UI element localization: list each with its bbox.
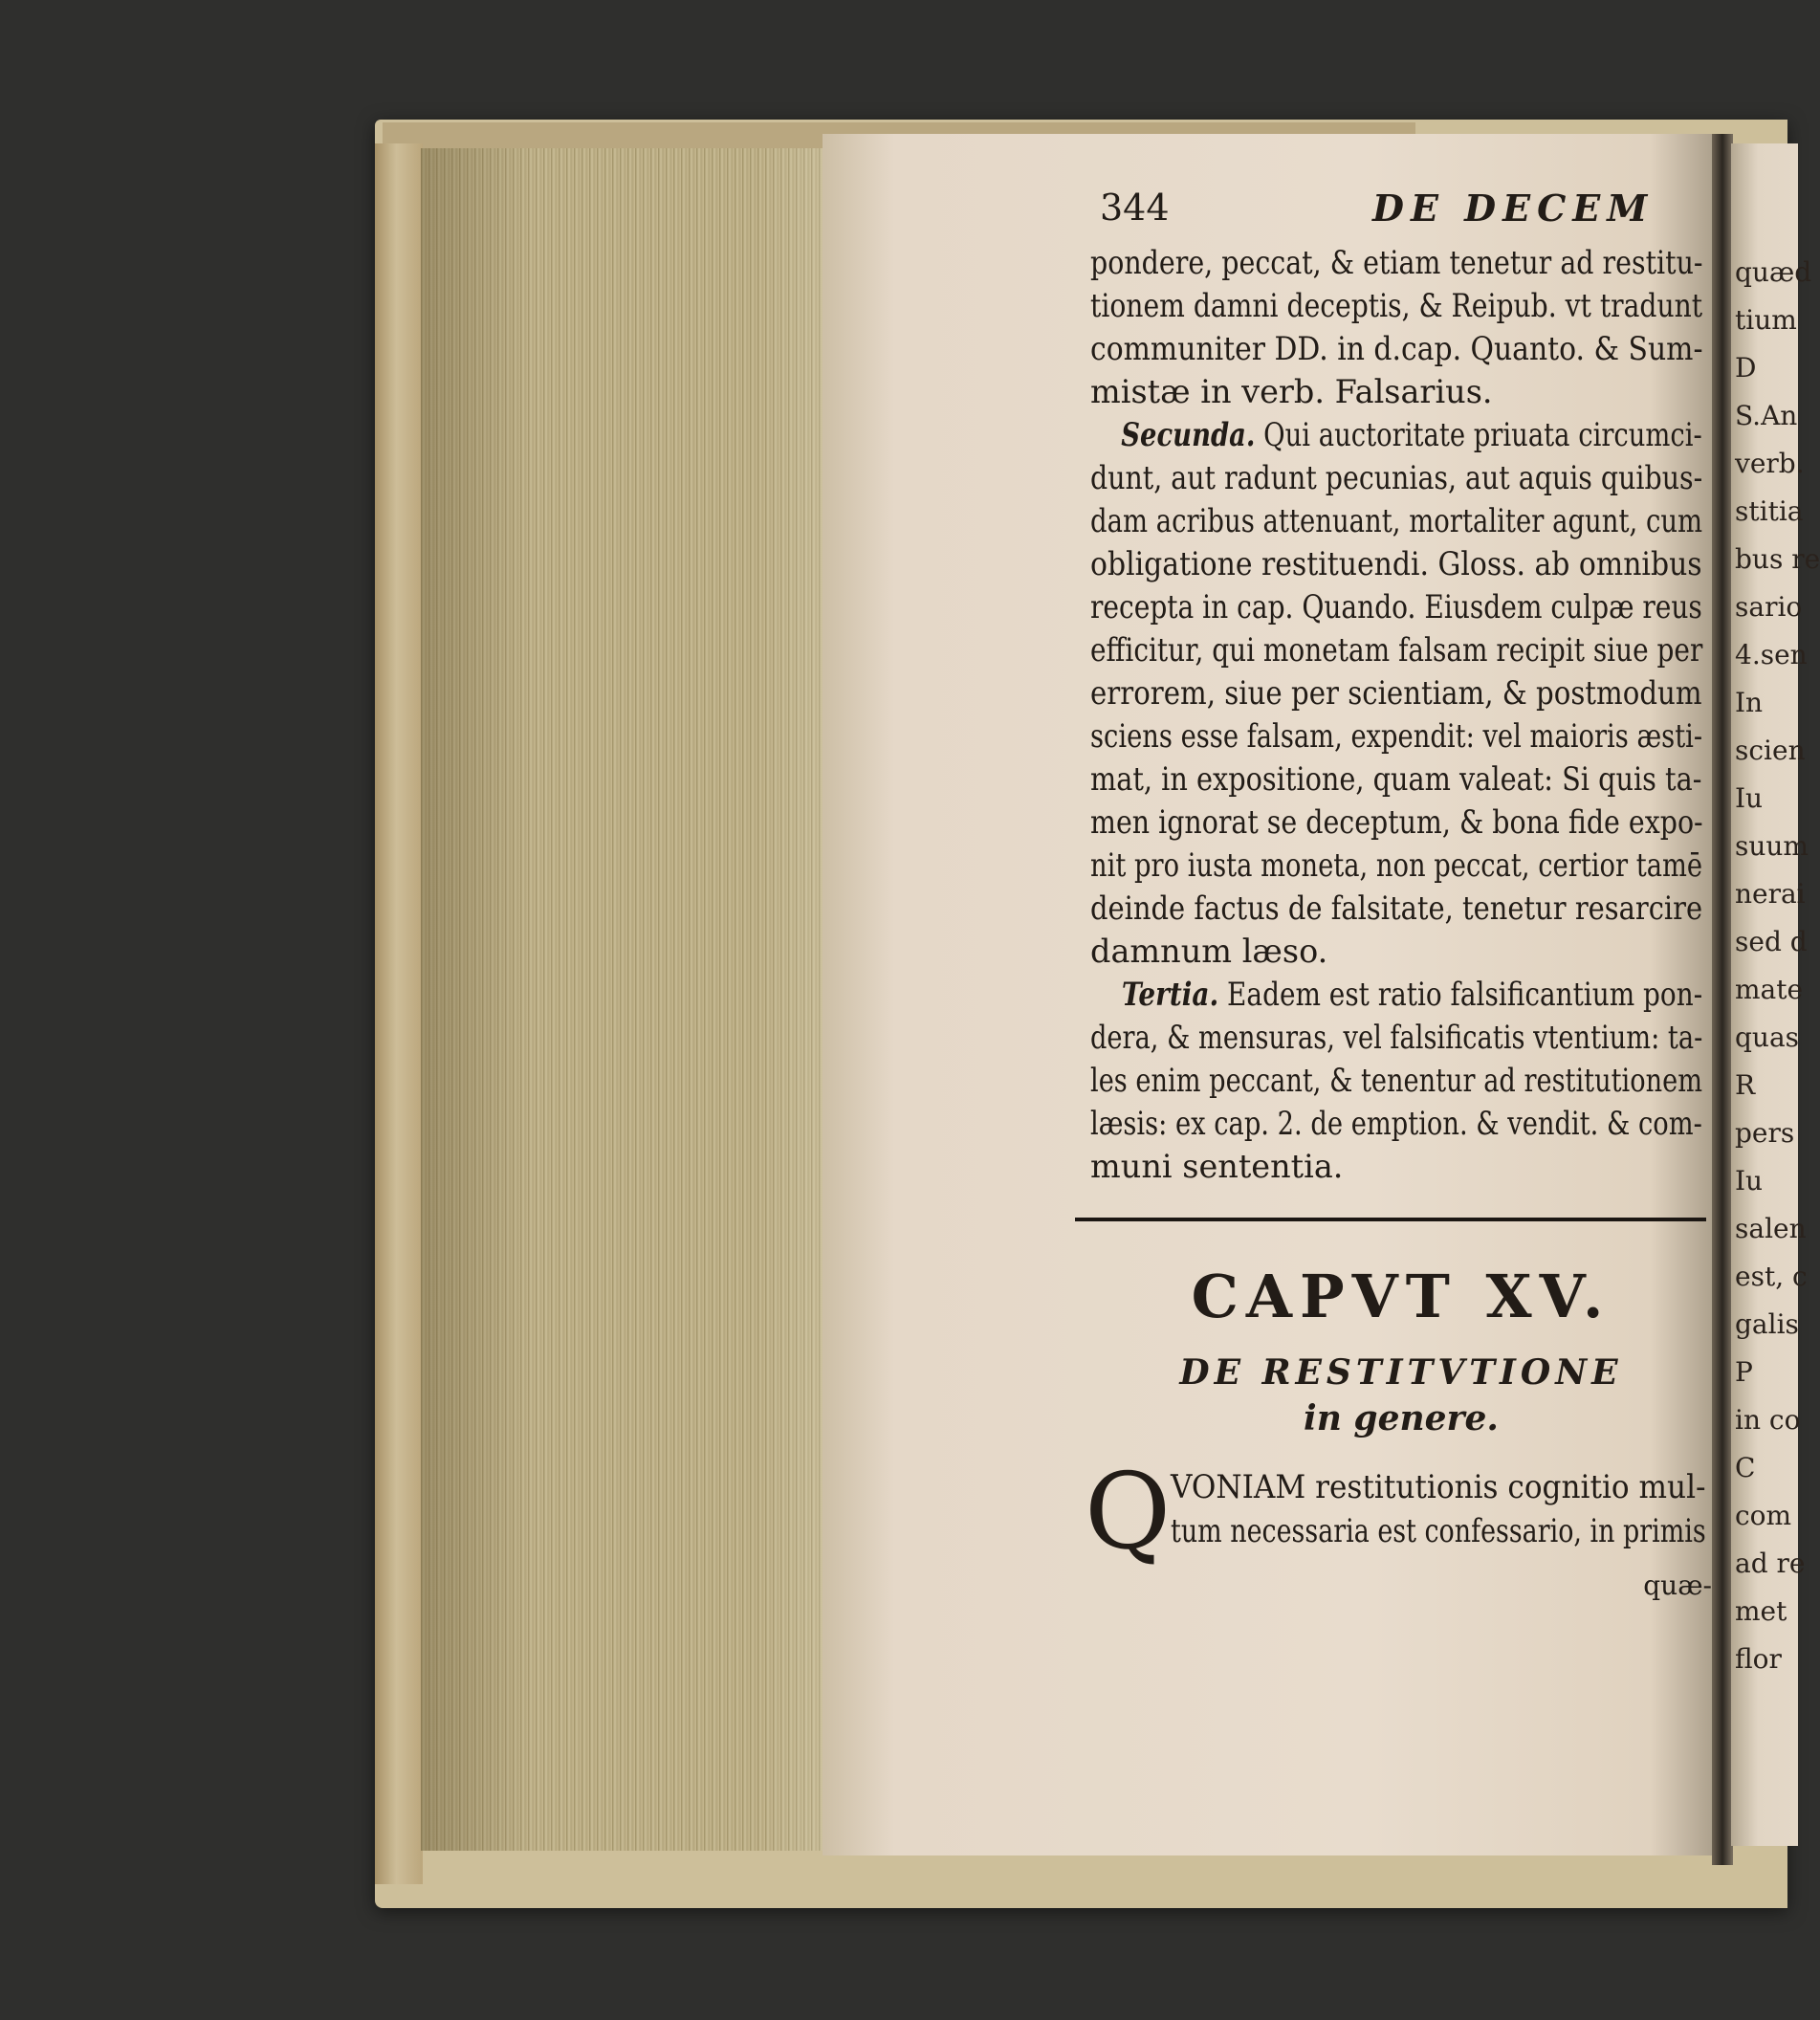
line-text: sciens esse falsam, expendit: vel maioris æsti- xyxy=(1090,717,1703,756)
next-page-fragment: quæd xyxy=(1735,256,1812,288)
text-line xyxy=(1090,1017,1703,1060)
line-text: mistæ in verb. Falsarius. xyxy=(1090,373,1493,411)
next-page-fragment: quas xyxy=(1735,1021,1800,1053)
line-text: pondere, peccat, & etiam tenetur ad restitu- xyxy=(1090,244,1703,282)
line-text: errorem, siue per scientiam, & postmodum xyxy=(1090,674,1702,713)
next-page-fragment: est, c xyxy=(1735,1261,1808,1292)
text-line xyxy=(1090,1103,1702,1146)
catchword: quæ- xyxy=(1643,1570,1712,1601)
next-page-fragment: com xyxy=(1735,1500,1792,1531)
body-text xyxy=(1090,242,1712,1189)
text-line xyxy=(1090,715,1703,758)
next-page-fragment: In xyxy=(1735,687,1764,718)
book-gutter xyxy=(1712,134,1733,1865)
line-text: Qui auctoritate priuata circumci- xyxy=(1255,416,1702,454)
line-text: mat, in expositione, quam valeat: Si quis ta- xyxy=(1090,760,1702,799)
chapter-title: CAPVT XV. xyxy=(1191,1262,1612,1331)
text-line xyxy=(1090,758,1702,801)
next-page-fragment: met xyxy=(1735,1595,1787,1627)
page-block-edges xyxy=(421,148,870,1851)
text-line xyxy=(1090,543,1702,586)
line-text: communiter DD. in d.cap. Quanto. & Sum- xyxy=(1090,330,1703,368)
text-line xyxy=(1090,629,1703,672)
next-page-fragment: salen xyxy=(1735,1213,1807,1244)
chapter-subtitle-line2: in genere. xyxy=(1304,1398,1499,1438)
next-page-fragment: R xyxy=(1735,1069,1756,1101)
next-page-fragment: Iu xyxy=(1735,782,1764,814)
next-page-fragment: P xyxy=(1735,1356,1753,1388)
line-text: nit pro iusta moneta, non peccat, certior tamē xyxy=(1090,846,1703,885)
next-page-fragment: Iu xyxy=(1735,1165,1764,1197)
page-number: 344 xyxy=(1100,187,1170,229)
book-spine-edge xyxy=(375,143,423,1884)
next-page-fragment: S.An xyxy=(1735,400,1798,431)
right-page-fragment xyxy=(1731,143,1820,1846)
line-text: men ignorat se deceptum, & bona fide expo- xyxy=(1090,803,1703,842)
next-page-fragment: in co xyxy=(1735,1404,1801,1436)
line-text: Eadem est ratio falsificantium pon- xyxy=(1218,976,1703,1014)
text-line xyxy=(1090,931,1702,974)
opening-line-1: VONIAM restitutionis cognitio mul- xyxy=(1171,1468,1706,1506)
next-page-fragment: flor xyxy=(1735,1643,1782,1675)
section-lead: Secunda. xyxy=(1121,416,1256,454)
next-page-fragment: C xyxy=(1735,1452,1756,1483)
text-line xyxy=(1090,801,1703,845)
next-page-fragment: suum xyxy=(1735,830,1809,862)
line-text: dam acribus attenuant, mortaliter agunt, cum xyxy=(1090,502,1703,540)
line-text: obligatione restituendi. Gloss. ab omnibus xyxy=(1090,545,1702,583)
text-line xyxy=(1090,888,1703,931)
next-page-fragment: D xyxy=(1735,352,1757,384)
next-page-fragment: galis xyxy=(1735,1308,1799,1340)
chapter-opening xyxy=(1085,1450,1712,1572)
text-line xyxy=(1090,371,1702,414)
text-line xyxy=(1090,1146,1702,1189)
text-line xyxy=(1090,586,1702,629)
section-rule xyxy=(1075,1218,1706,1221)
line-text: dera, & mensuras, vel falsificatis vtentium: ta- xyxy=(1090,1019,1703,1057)
next-page-fragment: pers xyxy=(1735,1117,1795,1149)
next-page-fragment: verb. xyxy=(1735,448,1805,479)
next-page-fragment: stitia xyxy=(1735,495,1804,527)
line-text: muni sententia. xyxy=(1090,1148,1344,1186)
text-line xyxy=(1090,328,1703,371)
chapter-subtitle: DE RESTITVTIONE xyxy=(1179,1352,1623,1393)
text-line xyxy=(1090,845,1703,888)
next-page-fragment: sed d xyxy=(1735,926,1808,957)
next-page-fragment: nerai xyxy=(1735,878,1806,910)
line-text: damnum læso. xyxy=(1090,933,1328,971)
line-text: deinde factus de falsitate, tenetur resarcire xyxy=(1090,889,1703,928)
line-text: dunt, aut radunt pecunias, aut aquis quibus- xyxy=(1090,459,1703,497)
text-line xyxy=(1090,414,1702,457)
line-text: tionem damni deceptis, & Reipub. vt tradunt xyxy=(1090,287,1703,325)
next-page-fragment: scien xyxy=(1735,735,1806,766)
line-text: recepta in cap. Quando. Eiusdem culpæ reus xyxy=(1090,588,1702,626)
line-text: efficitur, qui monetam falsam recipit siue per xyxy=(1090,631,1703,670)
next-page-fragment: 4.sen xyxy=(1735,639,1808,670)
opening-line-2: tum necessaria est confessario, in primis xyxy=(1171,1512,1706,1550)
page-text xyxy=(1085,187,1712,1601)
next-page-fragment: sario xyxy=(1735,591,1803,623)
page-header xyxy=(1090,187,1712,242)
next-page-fragment: ad re xyxy=(1735,1548,1806,1579)
text-line xyxy=(1090,500,1703,543)
text-line xyxy=(1090,974,1703,1017)
line-text: les enim peccant, & tenentur ad restitutionem xyxy=(1090,1062,1703,1100)
drop-capital: Q xyxy=(1085,1450,1172,1572)
text-line xyxy=(1090,457,1703,500)
next-page-fragment: mate xyxy=(1735,974,1804,1005)
next-page-fragment: tium xyxy=(1735,304,1797,336)
next-page-fragment: bus re xyxy=(1735,543,1820,575)
text-line xyxy=(1090,285,1703,328)
text-line xyxy=(1090,242,1703,285)
text-line xyxy=(1090,672,1702,715)
section-lead: Tertia. xyxy=(1121,976,1219,1014)
line-text: læsis: ex cap. 2. de emption. & vendit. & com- xyxy=(1090,1105,1702,1143)
text-line xyxy=(1090,1060,1703,1103)
running-head: DE DECEM xyxy=(1372,187,1655,230)
